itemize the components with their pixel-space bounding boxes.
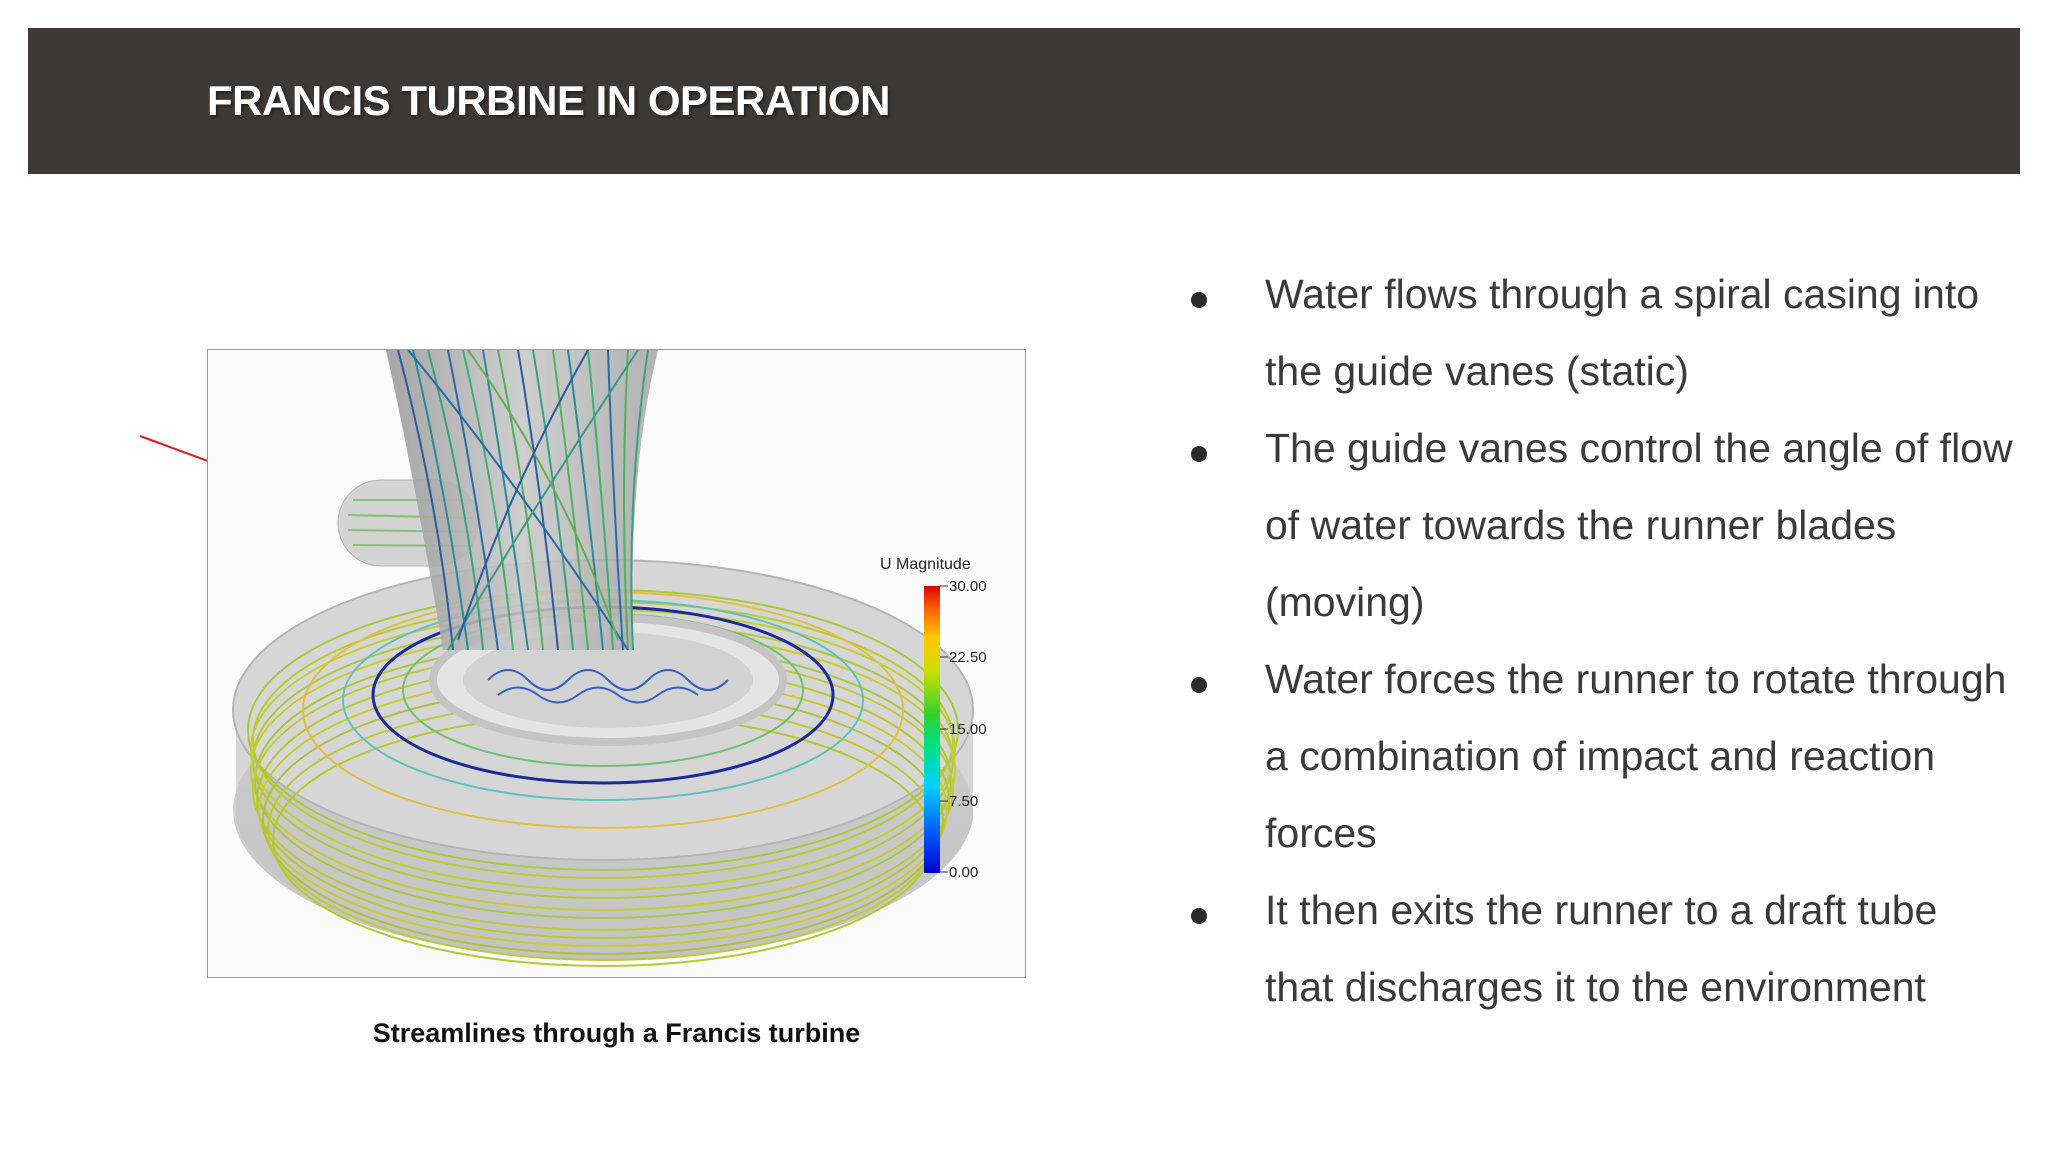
legend-colorbar bbox=[924, 586, 940, 873]
slide-title: FRANCIS TURBINE IN OPERATION bbox=[207, 77, 890, 124]
bullet-text: Water forces the runner to rotate through a combination of impact and reaction forces bbox=[1265, 656, 2007, 856]
legend-tick-0: 0.00 bbox=[949, 864, 979, 881]
legend-tick-22: 22.50 bbox=[949, 649, 987, 666]
legend-tick-15: 15.00 bbox=[949, 721, 987, 738]
bullet-item bbox=[1185, 410, 2015, 641]
turbine-render bbox=[208, 350, 1025, 977]
legend-tick-7: 7.50 bbox=[949, 793, 979, 810]
bullet-item bbox=[1185, 256, 2015, 410]
turbine-figure bbox=[207, 349, 1026, 978]
bullet-list bbox=[1185, 256, 2015, 1026]
bullet-icon bbox=[1191, 292, 1207, 308]
figure-caption: Streamlines through a Francis turbine bbox=[372, 1018, 861, 1048]
bullet-icon bbox=[1191, 677, 1207, 693]
bullet-item bbox=[1185, 641, 2015, 872]
bullet-icon bbox=[1191, 908, 1207, 924]
title-bar bbox=[28, 28, 2020, 174]
bullet-text: It then exits the runner to a draft tube that discharges it to the environment bbox=[1265, 887, 1938, 1010]
bullet-text: The guide vanes control the angle of flow of water towards the runner blades (moving) bbox=[1265, 425, 2013, 625]
bullet-item bbox=[1185, 872, 2015, 1026]
legend-title: U Magnitude bbox=[880, 556, 971, 573]
bullet-text: Water flows through a spiral casing into the guide vanes (static) bbox=[1265, 271, 1980, 394]
bullet-icon bbox=[1191, 446, 1207, 462]
legend-tick-30: 30.00 bbox=[949, 578, 987, 595]
